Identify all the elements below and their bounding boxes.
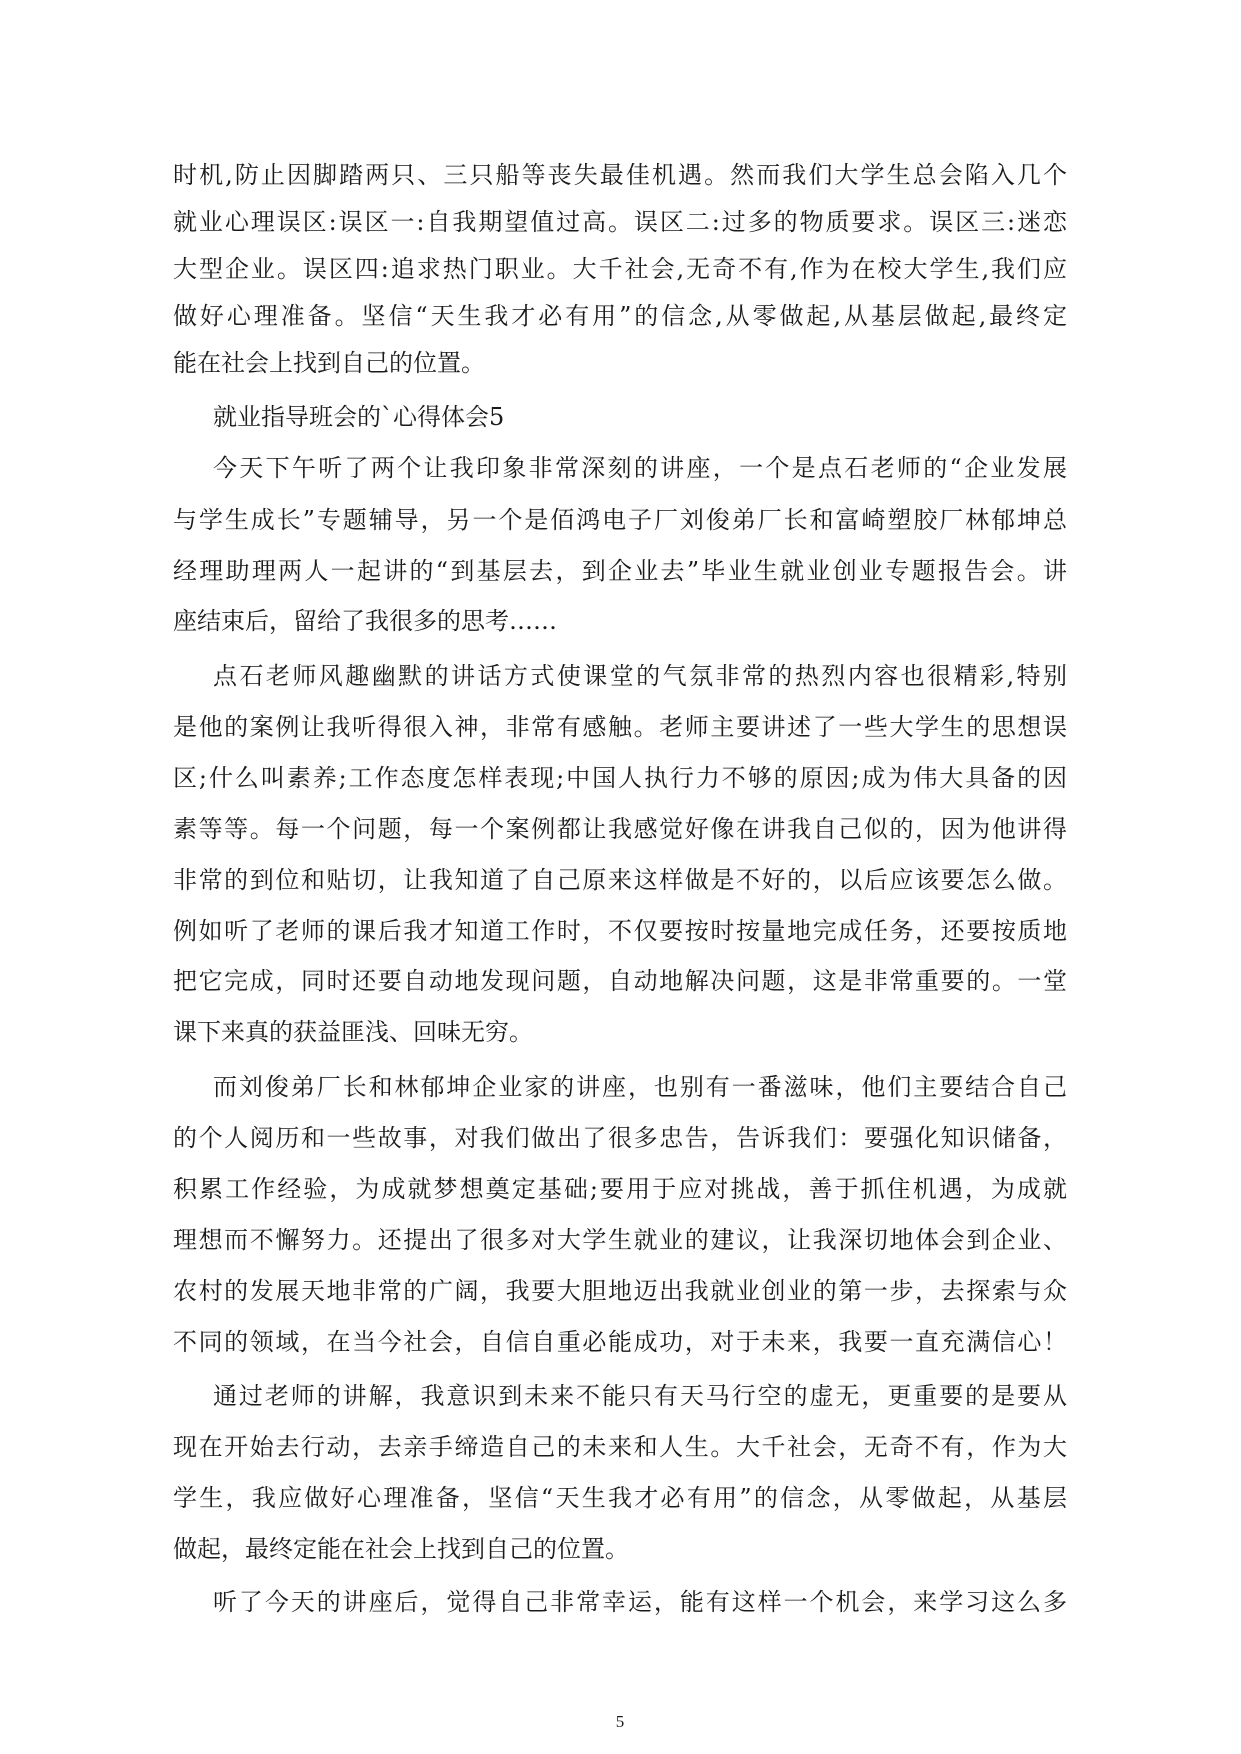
- text-line: 与学生成长”专题辅导，另一个是佰鸿电子厂刘俊弟厂长和富崎塑胶厂林郁坤总: [173, 506, 1067, 534]
- text-line: 大型企业。误区四:追求热门职业。大千社会,无奇不有,作为在校大学生,我们应: [173, 255, 1067, 283]
- text-line: 把它完成，同时还要自动地发现问题，自动地解决问题，这是非常重要的。一堂: [173, 967, 1067, 995]
- text-line: 是他的案例让我听得很入神，非常有感触。老师主要讲述了一些大学生的思想误: [173, 713, 1067, 741]
- text-line: 的个人阅历和一些故事，对我们做出了很多忠告，告诉我们：要强化知识储备，: [173, 1124, 1067, 1152]
- text-line: 学生，我应做好心理准备，坚信“天生我才必有用”的信念，从零做起，从基层: [173, 1484, 1067, 1512]
- text-line: 非常的到位和贴切，让我知道了自己原来这样做是不好的，以后应该要怎么做。: [173, 866, 1067, 894]
- text-line: 理想而不懈努力。还提出了很多对大学生就业的建议，让我深切地体会到企业、: [173, 1226, 1067, 1254]
- text-line: 例如听了老师的课后我才知道工作时，不仅要按时按量地完成任务，还要按质地: [173, 917, 1067, 945]
- text-line: 听了今天的讲座后，觉得自己非常幸运，能有这样一个机会，来学习这么多: [213, 1588, 1067, 1616]
- text-line: 通过老师的讲解，我意识到未来不能只有天马行空的虚无，更重要的是要从: [213, 1382, 1067, 1410]
- text-line: 积累工作经验，为成就梦想奠定基础;要用于应对挑战，善于抓住机遇，为成就: [173, 1175, 1067, 1203]
- text-line: 而刘俊弟厂长和林郁坤企业家的讲座，也别有一番滋味，他们主要结合自己: [213, 1073, 1067, 1101]
- text-line: 做起，最终定能在社会上找到自己的位置。: [173, 1535, 629, 1563]
- text-line: 做好心理准备。坚信“天生我才必有用”的信念,从零做起,从基层做起,最终定: [173, 302, 1067, 330]
- page-number: 5: [615, 1712, 625, 1731]
- text-line: 能在社会上找到自己的位置。: [173, 349, 485, 377]
- text-line: 农村的发展天地非常的广阔，我要大胆地迈出我就业创业的第一步，去探索与众: [173, 1277, 1067, 1305]
- text-line: 今天下午听了两个让我印象非常深刻的讲座，一个是点石老师的“企业发展: [213, 454, 1067, 482]
- text-line: 现在开始去行动，去亲手缔造自己的未来和人生。大千社会，无奇不有，作为大: [173, 1433, 1067, 1461]
- text-line: 座结束后，留给了我很多的思考……: [173, 607, 557, 635]
- text-line: 素等等。每一个问题，每一个案例都让我感觉好像在讲我自己似的，因为他讲得: [173, 815, 1067, 843]
- text-line: 时机,防止因脚踏两只、三只船等丧失最佳机遇。然而我们大学生总会陷入几个: [173, 161, 1067, 189]
- text-line: 就业心理误区:误区一:自我期望值过高。误区二:过多的物质要求。误区三:迷恋: [173, 208, 1067, 236]
- text-line: 点石老师风趣幽默的讲话方式使课堂的气氛非常的热烈内容也很精彩,特别: [213, 662, 1067, 690]
- text-line: 经理助理两人一起讲的“到基层去，到企业去”毕业生就业创业专题报告会。讲: [173, 557, 1067, 585]
- text-line: 课下来真的获益匪浅、回味无穷。: [173, 1018, 533, 1046]
- text-line: 区;什么叫素养;工作态度怎样表现;中国人执行力不够的原因;成为伟大具备的因: [173, 764, 1067, 792]
- text-line: 不同的领域，在当今社会，自信自重必能成功，对于未来，我要一直充满信心！: [173, 1328, 1067, 1356]
- heading-text: 就业指导班会的`心得体会5: [213, 403, 505, 431]
